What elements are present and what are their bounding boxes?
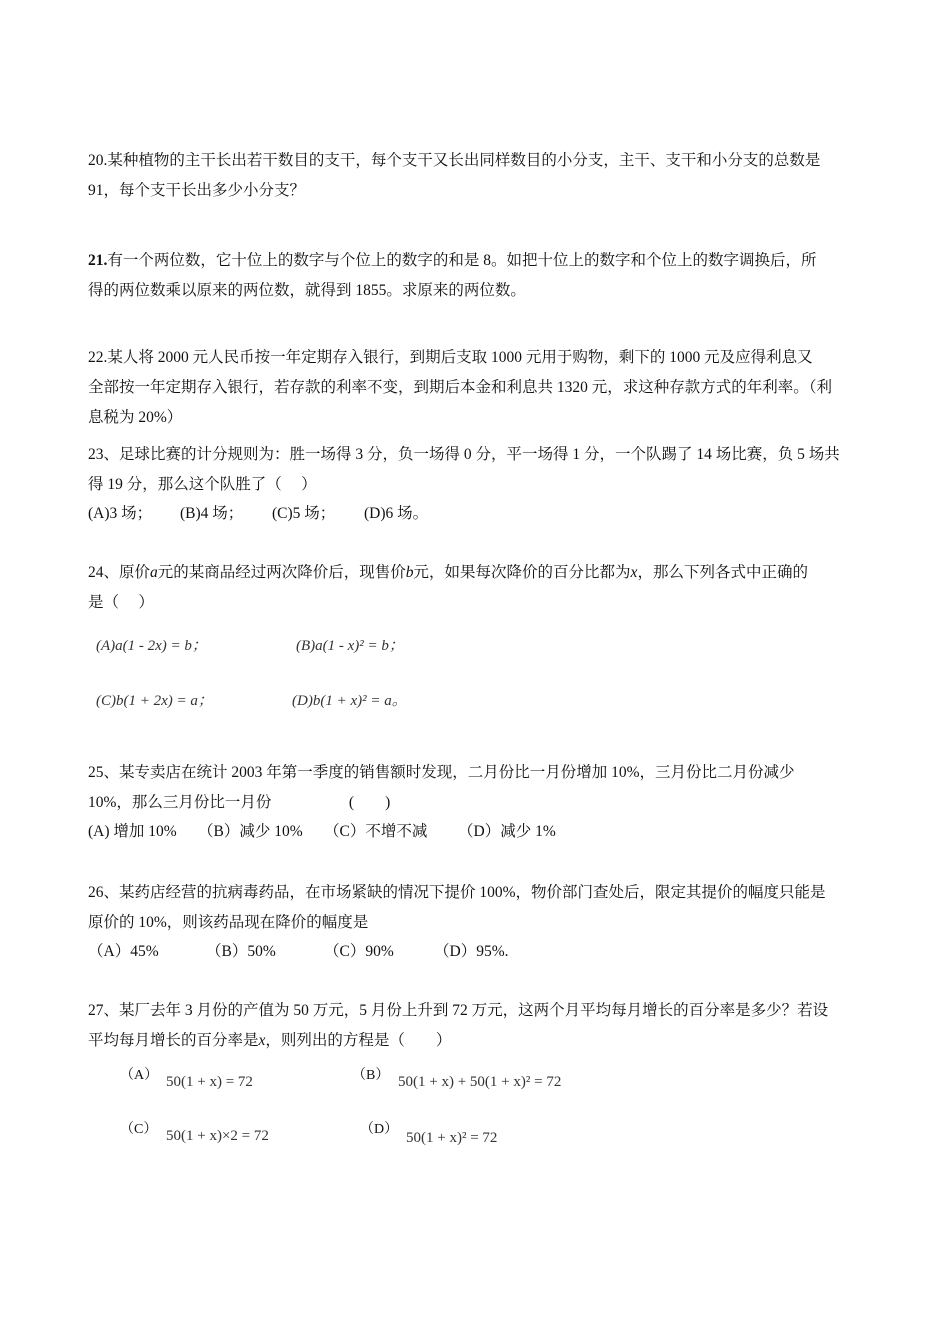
question-25 — [88, 758, 864, 846]
question-20-line-1: 20.某种植物的主干长出若干数目的支干，每个支干又长出同样数目的小分支，主干、支干和小分支的总数是 — [88, 152, 821, 169]
option-a: (A)3 场； — [88, 505, 153, 522]
question-27-label-c: （C） — [120, 1122, 158, 1137]
question-24-option-c: (C)b(1 + 2x) = a； — [96, 693, 213, 709]
question-27-option-c: 50(1 + x)×2 = 72 — [166, 1128, 269, 1144]
question-27-label-b: （B） — [352, 1068, 390, 1083]
question-27-text-b: ，则列出的方程是（ ） — [265, 1032, 452, 1049]
variable-x: x — [258, 1032, 266, 1049]
question-26-line-1: 26、某药店经营的抗病毒药品，在市场紧缺的情况下提价 100%，物价部门查处后，限定其提价的幅度只能是 — [88, 884, 826, 901]
question-24-text-a: 24、原价 — [88, 564, 151, 581]
question-25-line-1: 25、某专卖店在统计 2003 年第一季度的销售额时发现，二月份比一月份增加 10%，三月份比二月份减少 — [88, 764, 795, 781]
question-26-line-2: 原价的 10%，则该药品现在降价的幅度是 — [88, 914, 369, 931]
variable-x: x — [630, 564, 638, 581]
question-20 — [88, 146, 864, 206]
question-27-option-b: 50(1 + x) + 50(1 + x)² = 72 — [398, 1074, 562, 1090]
question-26-options — [88, 938, 864, 966]
question-26 — [88, 878, 864, 966]
question-27-text-a: 平均每月增长的百分率是 — [88, 1032, 259, 1049]
question-27-option-d: 50(1 + x)² = 72 — [406, 1130, 498, 1146]
option-b: (B)4 场； — [180, 505, 244, 522]
question-21-number: 21. — [88, 252, 108, 269]
question-24-text-d: ，那么下列各式中正确的 — [637, 564, 808, 581]
option-c: （C）90% — [324, 943, 394, 960]
option-a: (A) 增加 10% — [88, 823, 177, 840]
question-27-option-a: 50(1 + x) = 72 — [166, 1074, 253, 1090]
question-23-line-2: 得 19 分，那么这个队胜了（ ） — [88, 476, 317, 493]
question-22-line-2: 全部按一年定期存入银行，若存款的利率不变，到期后本金和利息共 1320 元，求这种存款方式的年利率。（利 — [88, 379, 833, 396]
question-21-line-1 — [88, 246, 864, 276]
question-24-option-b: (B)a(1 - x)² = b； — [296, 638, 404, 654]
question-24-text-b: 元的某商品经过两次降价后，现售价 — [157, 564, 406, 581]
question-27-label-a: （A） — [120, 1068, 159, 1083]
question-27-line-1: 27、某厂去年 3 月份的产值为 50 万元，5 月份上升到 72 万元，这两个月平均每月增长的百分率是多少？若设 — [88, 1002, 829, 1019]
question-24-line-2: 是（ ） — [88, 594, 154, 611]
question-23 — [88, 440, 864, 528]
question-24-option-d: (D)b(1 + x)² = a。 — [292, 693, 407, 709]
question-23-line-1: 23、足球比赛的计分规则为：胜一场得 3 分，负一场得 0 分，平一场得 1 分，一个队踢了 14 场比赛，负 5 场共 — [88, 446, 840, 463]
question-27-line-2 — [88, 1026, 864, 1056]
question-22-line-1: 22.某人将 2000 元人民币按一年定期存入银行，到期后支取 1000 元用于购物，剩下的 1000 元及应得利息又 — [88, 349, 813, 366]
question-24 — [88, 558, 864, 618]
option-b: （B）50% — [206, 943, 276, 960]
variable-b: b — [405, 564, 414, 581]
question-21 — [88, 246, 864, 306]
option-c: （C）不增不减 — [324, 823, 428, 840]
question-25-options — [88, 818, 864, 846]
question-21-text: 有一个两位数，它十位上的数字与个位上的数字的和是 8。如把十位上的数字和个位上的数字调换后，所 — [107, 252, 817, 269]
option-d: （D）95%. — [434, 943, 509, 960]
question-27 — [88, 996, 864, 1056]
option-a: （A）45% — [88, 943, 159, 960]
variable-a: a — [150, 564, 158, 581]
question-24-text-c: 元，如果每次降价的百分比都为 — [413, 564, 631, 581]
question-23-options — [88, 500, 864, 528]
question-25-line-2: 10%，那么三月份比一月份 ( ) — [88, 794, 391, 811]
option-d: (D)6 场。 — [364, 505, 429, 522]
question-22 — [88, 343, 864, 433]
option-c: (C)5 场； — [272, 505, 336, 522]
option-b: （B）减少 10% — [198, 823, 303, 840]
question-21-line-2: 得的两位数乘以原来的两位数，就得到 1855。求原来的两位数。 — [88, 282, 526, 299]
option-d: （D）减少 1% — [458, 823, 556, 840]
question-27-label-d: （D） — [360, 1122, 399, 1137]
question-24-line-1 — [88, 558, 864, 588]
question-24-option-a: (A)a(1 - 2x) = b； — [96, 638, 207, 654]
question-22-line-3: 息税为 20%） — [88, 409, 183, 426]
question-20-line-2: 91，每个支干长出多少小分支？ — [88, 182, 306, 199]
